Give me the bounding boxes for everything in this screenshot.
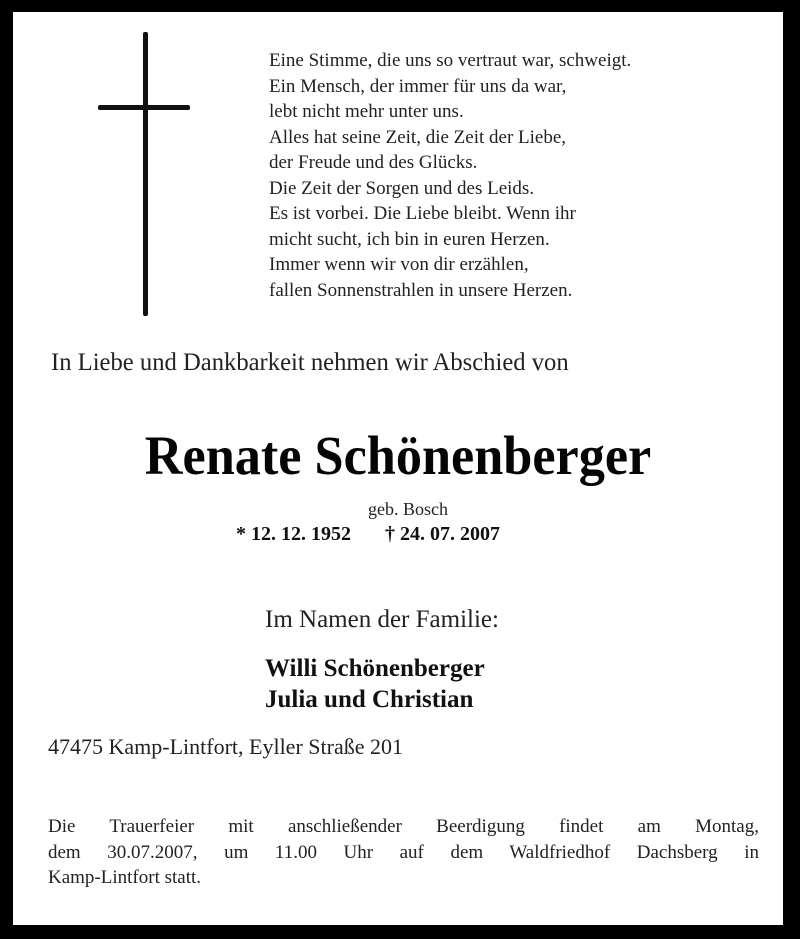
born-name: geb. Bosch [368,499,448,519]
address: 47475 Kamp-Lintfort, Eyller Straße 201 [48,734,403,759]
poem-line: Die Zeit der Sorgen und des Leids. [269,177,535,199]
family-names [265,653,485,715]
cross-horizontal-bar [98,105,190,110]
life-dates [236,523,500,546]
poem [269,48,631,303]
poem-line: micht sucht, ich bin in euren Herzen. [269,228,550,250]
death-date: † 24. 07. 2007 [385,523,500,545]
poem-line: Es ist vorbei. Die Liebe bleibt. Wenn ihr [269,203,576,224]
ceremony-line: Kamp-Lintfort statt. [48,867,202,888]
cross-vertical-bar [143,32,148,316]
farewell-intro: In Liebe und Dankbarkeit nehmen wir Abschied von [51,349,569,376]
family-label: Im Namen der Familie: [265,606,499,633]
ceremony-line: Die Trauerfeier mit anschließender Beerdigung findet am Montag, [48,816,759,837]
family-member: Willi Schönenberger [265,655,485,682]
poem-line: lebt nicht mehr unter uns. [269,101,464,122]
poem-line: Eine Stimme, die uns so vertraut war, schweigt. [269,50,632,71]
poem-line: Ein Mensch, der immer für uns da war, [269,75,567,97]
family-member: Julia und Christian [265,686,474,713]
poem-line: fallen Sonnenstrahlen in unsere Herzen. [269,279,573,301]
poem-line: der Freude und des Glücks. [269,152,478,173]
obituary-card [13,12,783,925]
poem-line: Alles hat seine Zeit, die Zeit der Liebe, [269,126,567,148]
deceased-name: Renate Schönenberger [144,425,652,486]
ceremony-notice [48,814,759,891]
ceremony-line: dem 30.07.2007, um 11.00 Uhr auf dem Waldfriedhof Dachsberg in [48,841,759,863]
poem-line: Immer wenn wir von dir erzählen, [269,254,529,275]
birth-date: * 12. 12. 1952 [236,523,351,545]
